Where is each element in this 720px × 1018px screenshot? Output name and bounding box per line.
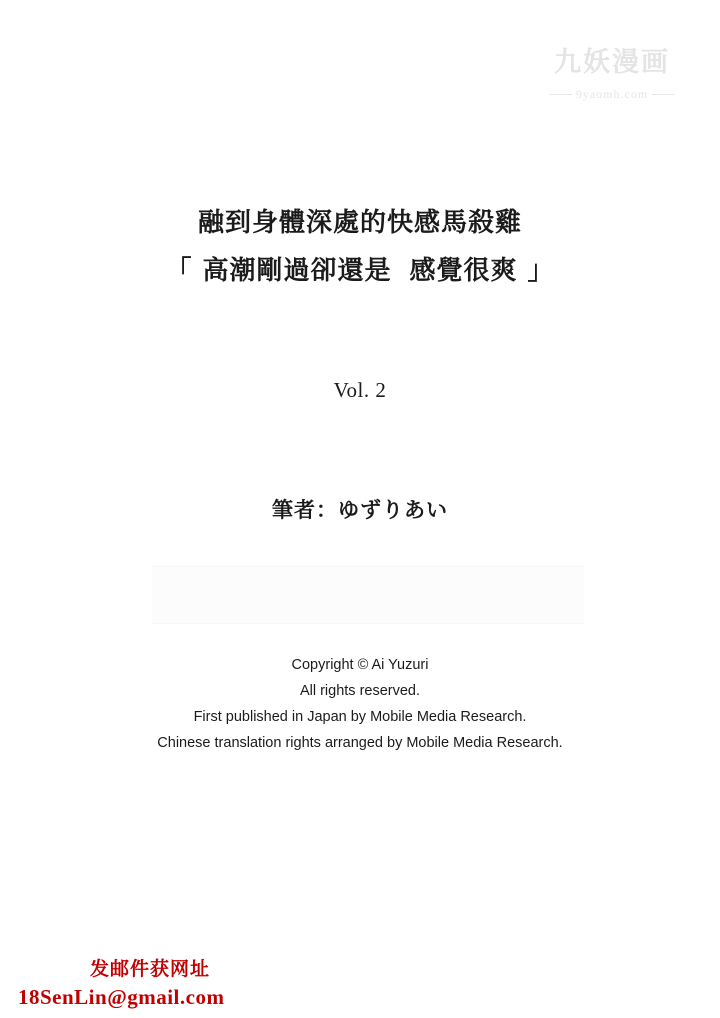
- copyright-line: All rights reserved.: [299, 683, 421, 699]
- copyright-block: [0, 652, 720, 756]
- copyright-line: First published in Japan by Mobile Media Research.: [193, 709, 527, 725]
- volume-label: Vol. 2: [333, 378, 387, 402]
- site-watermark: [528, 48, 696, 103]
- author-label: 筆者：ゆずりあい: [272, 498, 448, 522]
- title-line-2-open: 「 高潮剛過卻還是: [165, 256, 392, 286]
- contact-note: 发邮件获网址: [90, 958, 211, 981]
- copyright-line: Copyright © Ai Yuzuri: [291, 657, 429, 673]
- copyright-line: Chinese translation rights arranged by Mobile Media Research.: [157, 735, 563, 751]
- watermark-url: 9yaomh.com: [550, 87, 674, 102]
- watermark-title: 九妖漫画: [554, 47, 670, 77]
- title-line-2: [0, 258, 720, 284]
- contact-stamp: [18, 958, 224, 1010]
- book-title: [0, 210, 720, 284]
- title-line-1: 融到身體深處的快感馬殺雞: [197, 208, 522, 238]
- title-line-2-close: 感覺很爽 」: [409, 256, 555, 286]
- blank-band: [152, 566, 584, 624]
- contact-email[interactable]: 18SenLin@gmail.com: [18, 984, 225, 1009]
